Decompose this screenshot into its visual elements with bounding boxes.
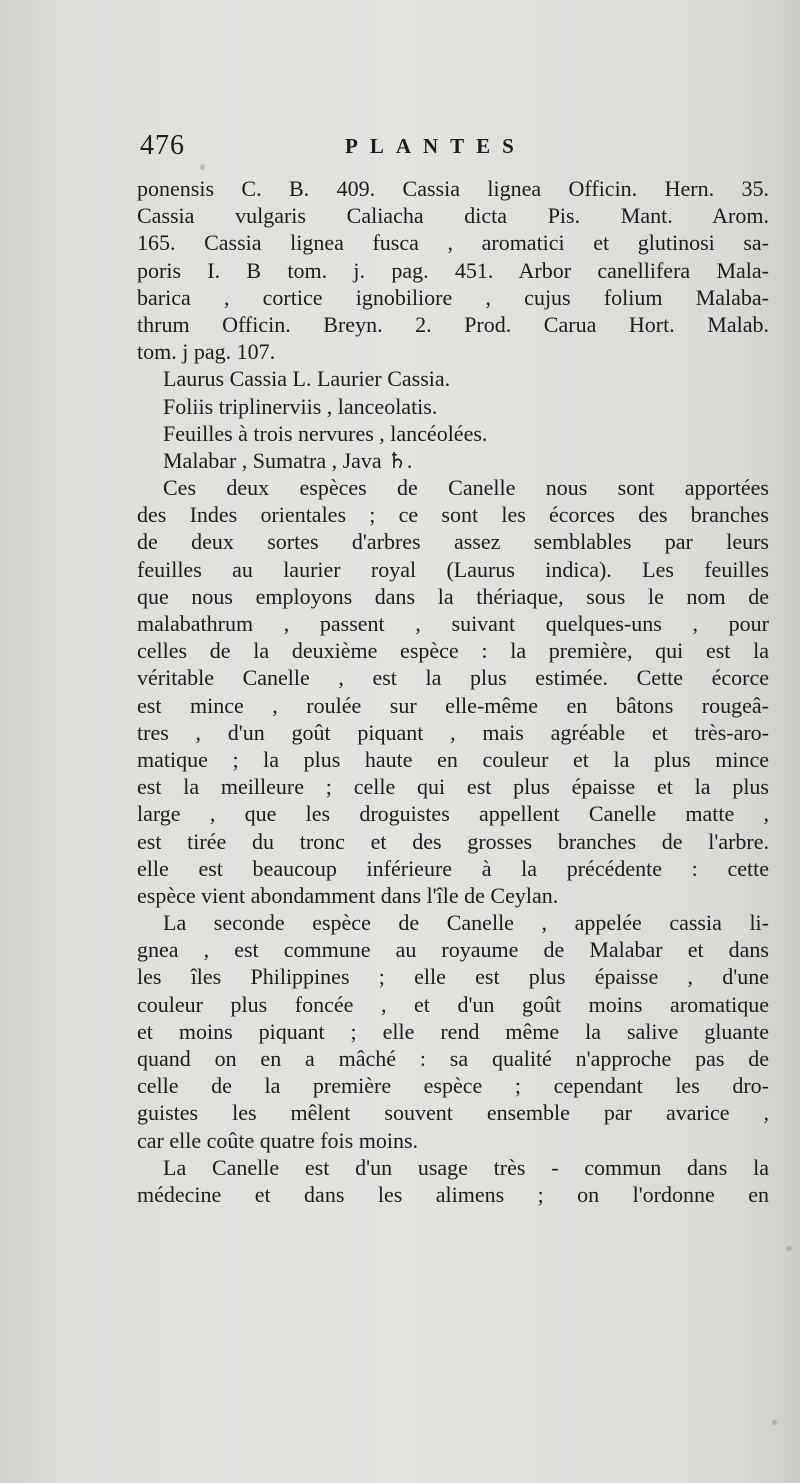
running-head: PLANTES	[345, 134, 526, 158]
text-line: quand on en a mâché : sa qualité n'approche pas de	[137, 1046, 769, 1071]
text-line: médecine et dans les alimens ; on l'ordonne en	[137, 1181, 769, 1207]
text-line: barica , cortice ignobiliore , cujus folium Malaba-	[137, 284, 769, 310]
text-line: tom. j pag. 107.	[137, 339, 276, 365]
ink-speck	[200, 164, 205, 170]
text-line: gnea , est commune au royaume de Malabar et dans	[137, 937, 769, 963]
page-number: 476	[140, 130, 185, 161]
text-line: ponensis C. B. 409. Cassia lignea Officin. Hern. 35.	[137, 176, 769, 201]
text-line: 165. Cassia lignea fusca , aromatici et glutinosi sa-	[137, 230, 769, 256]
text-line: celle de la première espèce ; cependant les dro-	[137, 1073, 769, 1099]
text-line: que nous employons dans la thériaque, sous le nom de	[137, 583, 769, 609]
text-line: Cassia vulgaris Caliacha dicta Pis. Mant. Arom.	[137, 203, 769, 229]
text-line: guistes les mêlent souvent ensemble par avarice ,	[137, 1100, 769, 1126]
text-line: malabathrum , passent , suivant quelques-uns , pour	[137, 611, 769, 636]
text-line: couleur plus foncée , et d'un goût moins aromatique	[137, 991, 769, 1017]
text-line: les îles Philippines ; elle est plus épaisse , d'une	[137, 964, 769, 990]
text-line: est mince , roulée sur elle-même en bâtons rougeâ-	[137, 692, 769, 718]
ink-speck	[772, 1420, 777, 1425]
text-line: de deux sortes d'arbres assez semblables par leurs	[137, 529, 769, 555]
text-line: Malabar , Sumatra , Java ♄.	[163, 447, 413, 473]
text-line: poris I. B tom. j. pag. 451. Arbor canellifera Mala-	[137, 257, 769, 283]
text-line: Ces deux espèces de Canelle nous sont apportées	[163, 475, 769, 501]
text-line: feuilles au laurier royal (Laurus indica). Les feuilles	[137, 556, 769, 582]
text-line: La Canelle est d'un usage très - commun dans la	[163, 1154, 769, 1180]
text-line: véritable Canelle , est la plus estimée. Cette écorce	[137, 665, 769, 691]
ink-speck	[786, 1246, 792, 1251]
text-line: Foliis triplinerviis , lanceolatis.	[163, 393, 438, 419]
body-text	[137, 175, 769, 1208]
text-line: celles de la deuxième espèce : la première, qui est la	[137, 638, 769, 664]
text-line: tres , d'un goût piquant , mais agréable et très-aro-	[137, 719, 769, 745]
text-line: large , que les droguistes appellent Canelle matte ,	[137, 801, 769, 827]
text-line: La seconde espèce de Canelle , appelée cassia li-	[163, 910, 769, 936]
text-line: elle est beaucoup inférieure à la précédente : cette	[137, 855, 769, 881]
text-line: est la meilleure ; celle qui est plus épaisse et la plus	[137, 774, 769, 800]
text-line: Feuilles à trois nervures , lancéolées.	[163, 420, 488, 446]
text-line: matique ; la plus haute en couleur et la plus mince	[137, 746, 769, 772]
page-header	[140, 130, 780, 170]
text-line: car elle coûte quatre fois moins.	[137, 1127, 419, 1153]
text-line: thrum Officin. Breyn. 2. Prod. Carua Hort. Malab.	[137, 311, 769, 337]
text-line: des Indes orientales ; ce sont les écorces des branches	[137, 502, 769, 528]
text-line: espèce vient abondamment dans l'île de Ceylan.	[137, 882, 559, 908]
text-line: Laurus Cassia L. Laurier Cassia.	[163, 366, 451, 392]
text-line: est tirée du tronc et des grosses branches de l'arbre.	[137, 828, 769, 854]
text-line: et moins piquant ; elle rend même la salive gluante	[137, 1018, 769, 1044]
